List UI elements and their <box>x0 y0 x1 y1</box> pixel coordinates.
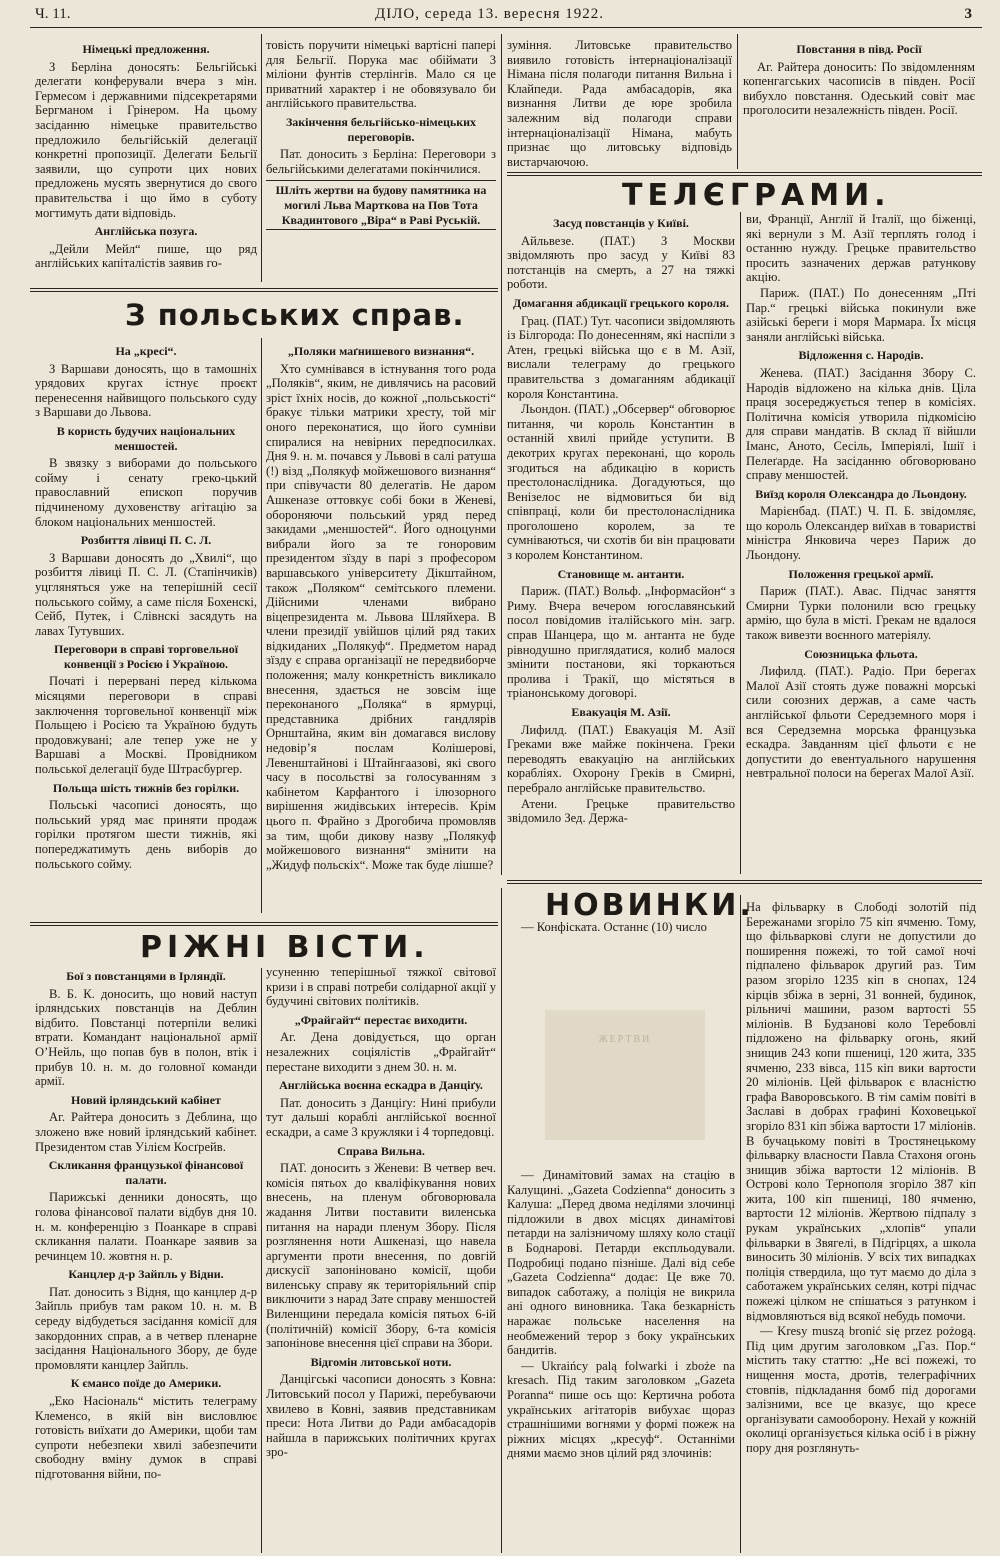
heading-seipel-vienna: Канцлер д-р Зайпль у Відни. <box>68 1267 224 1282</box>
article-belgian-talks: Пат. доносить з Берліна: Переговори з бельгійськими делегатами покінчилися. <box>266 147 496 176</box>
heading-greek-king: Домагання абдикації грецького короля. <box>513 295 729 310</box>
page-number: 3 <box>964 6 972 22</box>
article-kresy-defend: — Kresy muszą bronić się przez pożogą. Під цим другим заголовком „Газ. Пор.“ містить таку статтю: „Не всі пожежі, то нищення моста, дротів, телеграфічних стовпів, підкладання бомб під дорогами залізними, все це вказує, що кресе організувати самооборону. Нехай у кожній околиці організується кілька осіб і в ріжну пору дня розглянуть- <box>746 1324 976 1455</box>
section-rule <box>507 172 982 176</box>
col-telegrams-1 <box>507 212 735 867</box>
heading-german-proposals: Німецькі предложення. <box>82 42 210 56</box>
col-novinky-1 <box>507 1168 735 1553</box>
article-minorities: В звязку з виборами до польського сойму і сенату греко-цький православний епископ поручив підчиненому духовенству агітацію за блоком національних меншостей. <box>35 456 257 529</box>
article-ireland-battles: В. Б. К. доносить, що новий наступ ірляндських повстанців на Деблин відбито. Повстанці потерпіли великі втрати. Командант національної армії О’Нейль, що попав був в полон, втік і прибув 10. н. м. до головної команди армії. <box>35 986 257 1089</box>
article-athens-cont: ви, Франції, Англії й Італії, що біженці, які вернули з М. Азії терплять голод і останню нужду. Грецьке правительство просить зазначених держав ратункову акцію. <box>746 212 976 285</box>
heading-vodka-ban: Польща шість тижнів без горілки. <box>52 780 240 795</box>
article-psl-split: З Варшави доносять до „Хвилі“, що розбиття лівиці П. С. Л. (Стапінчиків) уцгляняться уже на теперішній сесії польського сойму, а саме після Бохенскі, Сейб, Путек, і Слівнскі засядуть на лавах Тутувших. <box>35 550 257 638</box>
article-clemenceau: „Еко Насіональ“ містить телеграму Клеменсо, в якій він висловлює готовість виїхати до Америки, щоби там супроти небезпеки хвилі забезпечити свободну вміну думок в справі підготовання війни, по- <box>35 1394 257 1481</box>
article-ukrainians-burn: — Ukraińcy palą folwarki i zboże na kresach. Під таким заголовком „Gazeta Poranna“ пише ось що: Кертична робота українських агітаторів вибухає щораз страшнішими вогнями у формі пожеж на ріжних місцях „кресуф“. Останніми днями маємо знов цілий ряд злочинів: <box>507 1358 735 1461</box>
col-polish-affairs-1 <box>35 340 257 910</box>
article-irish-cabinet: Аг. Райтера доносить з Деблина, що зложено вже новий ірляндський кабінет. Президентом став Уілієм Косґрейв. <box>35 1110 257 1154</box>
header-rule <box>30 27 982 28</box>
censored-smudge-text: ЖЕРТВИ <box>598 1034 652 1045</box>
article-greek-troops: Париж. (ПАТ.) По донесенням „Пті Пар.“ грецькі війська покинули вже азійські береги і моря Мармара. Їх місця заняли англійські війська. <box>746 285 976 344</box>
article-kyiv-sentence: Айльвезе. (ПАТ.) З Москви звідомляють про засуд у Київі 83 потстанців на смерть, а 27 на тяжкі роботи. <box>507 233 735 292</box>
article-vilnius: ПАТ. доносить з Женеви: В четвер веч. комісія пятьох до кваліфікування нових внесень, на пленум обговорювала жадання Литви поставити виленська питання на наради пленум Збору. Після розглянення ноти Ашкеназі, що навела аргументи проти внесення, по довгій дискусії запоніновано комісії, щоби виленську справу як територіяльний спір виключити з нарад Зате справу меншостей Виленщини передала комісія пятьох 6-ій (політичній) комісії Збору, 6-та комісія запонінове внесення цієї справи на Збори. <box>266 1161 496 1351</box>
heading-trade-convention: Переговори в справі торговельної конвенції з Росією і Україною. <box>53 642 239 671</box>
col-news-1 <box>35 965 257 1553</box>
heading-freiheit: „Фрайгайт“ перестає виходити. <box>294 1012 468 1027</box>
article-kresy: З Варшави доносять, що в тамошніх урядових кругах істнує проєкт перенесення найвищого польського суду з Варшави до Львова. <box>35 361 257 420</box>
heading-french-chamber: Скликання французької фінансової палати. <box>48 1158 244 1187</box>
col-german-proposals <box>35 38 257 283</box>
col-telegrams-2 <box>746 212 976 867</box>
article-mosaic-poles: Хто сумнівався в істнування того рода „Поляків“, яким, не дивлячись на расовий зріст їхніх носів, до кожної „польськості“ бракує тільки матрики хресту, той міг оного переконатися, що його сумніви спиралися на невірних передпосилках. Дня 9. н. м. почався у Львові в салі ратуша (!) візд „Полякуф мойжешового визнання“ при співучасти 80 делегатів. Не даром Ашкеназе оттовкує собі боки в Женеві, обороняючи польський уряд перед закидами „меншостей“. Його одноцунми вибрали його за те гоноровим президентом зїзду в парі з професором варшавського університету Дікштайном, також „Поляком“ семітського племени. Дійсними членами вибрано віцепрезидента м. Львова Шляйхера. В члени президії увійшов цілий ряд таких відкиданих „Полякуф“. Предметом нарад зїзду є справа організації не передвиборче положення; малу конкретність викликало внесення, здається не зовсім іще переконаного „Поляка“ в ярмурці, представника дрібних гандлярів Орнштайна, яким він домагався вислову недовір’я послам Колішерові, Левенштайнові і Штайнгаазові, які свого часу в посольстві за голосуванням з кабінетом Карфантого і ілюзорного вирішення жидівських інтересів. Крім цього п. Фрайно з Дрогобича промовляв за тим, щоби дикову назву „Полякуф мойжешового визнання“ змінити на „Жидуф польскіх“. Може так буде лішше? <box>266 361 496 872</box>
monument-appeal-box: Шліть жертви на будову памятника на могилі Льва Марткова на Пов Тота Квадинтового „Віра“ в Раві Руській. <box>266 180 496 230</box>
column-divider <box>501 888 502 1553</box>
article-greek-king-graz: Грац. (ПАТ.) Тут. часописи звідомляють із Білгорода: По донесенням, які наспіли з Атен, грецькі війська що є в М. Азії, вислали телеграму до грецького правительства з домаганням абдикації короля Константина. <box>507 313 735 401</box>
article-confiscation: — Конфіската. Останнє (10) число <box>521 920 707 934</box>
article-greek-army: Париж (ПАТ.). Авас. Підчас заняття Смирни Турки полонили всю грецьку армію, що була в місті. Грекам не вдалося також вивезти воєнного матеріялу. <box>746 584 976 643</box>
heading-kyiv-sentence: Засуд повстанців у Київі. <box>553 216 689 230</box>
article-french-chamber: Парижські денники доносять, що голова фінансової палати відбув дня 10. н. м. конференцію з Поанкаре в справі скликання палати. Поанкаре заявив за речинцем 10. жовтня н. р. <box>35 1190 257 1263</box>
heading-danzig-squadron: Англійська воєнна ескадра в Данціґу. <box>279 1078 483 1093</box>
col-lithuania <box>507 38 732 168</box>
column-divider <box>261 34 262 282</box>
article-clemenceau-cont: усуненню теперішньої тяжкої світової кризи і в справі потреби солідарної акції у будучині світових політиків. <box>266 965 496 1009</box>
heading-russia-uprising: Повстання в півд. Росії <box>796 42 922 56</box>
article-russia-uprising: Аг. Райтера доносить: По звідомленням копенгагських часописів в півден. Росії вибухло повстання. Одеський совіт має проголосити незалежність півден. Росії. <box>743 59 975 118</box>
heading-king-alexander: Виїзд короля Олександра до Льондону. <box>755 486 967 501</box>
section-title-novinky: НОВИНКИ. <box>545 888 754 923</box>
heading-psl-split: Розбиття лівиці П. С. Л. <box>80 533 212 548</box>
column-divider <box>737 34 738 169</box>
col-russia-uprising <box>743 38 975 168</box>
article-freiheit: Аг. Дена довідується, що орган незалежних соціялістів „Фрайгайт“ перестане виходити з днем 30. н. м. <box>266 1030 496 1074</box>
column-divider <box>261 338 262 913</box>
section-title-telegrams: ТЕЛЄГРАМИ. <box>622 178 891 213</box>
heading-ireland-battles: Бої з повстанцями в Ірляндії. <box>66 969 226 983</box>
heading-entente-position: Становище м. антанти. <box>557 566 685 581</box>
article-trade-convention: Початі і перервані перед кількома місяцями переговори в справі заключення торговельної конвенції між Польщею і Росією та Україною будуть продовжувані; але тепер уже не у Варшаві а Москві. Провідником польської делегації буде Штрасбургер. <box>35 674 257 777</box>
article-danzig-squadron: Пат. доносить з Данціґу: Нині прибули тут дальші кораблі англійської воєнної ескадри, а саме 3 кружляки і 4 торпедовці. <box>266 1095 496 1139</box>
article-lithuania-cont: зуміння. Литовське правительство виявило готовість інтернаціоналізації Німана після полагоди питання Вильна і Клайпеди. Рада амбасадорів, яка визнання Литви де юре зробила залежним від полагоди справи інтернаціоналізації Німана, мабуть признає що литовську відповідь вистарчаючою. <box>507 38 732 168</box>
heading-irish-cabinet: Новий ірляндський кабінет <box>71 1092 221 1107</box>
section-title-polish-affairs: З польських справ. <box>125 298 465 332</box>
heading-minorities: В користь будучих національних меншостей. <box>56 423 236 453</box>
col-novinky-2 <box>746 900 976 1553</box>
column-divider <box>740 895 741 1553</box>
heading-clemenceau: К ємансо поїде до Америки. <box>70 1376 222 1391</box>
article-allied-fleet: Лифилд. (ПАТ.). Радіо. При берегах Малої Азії стоять дуже поважні морські сили союзних держав, а саме часть англійської фльоти Середземного моря і вся Середземна морська французька ескадра. Завданням цієї фльоти є не допустити до евентуального нарушення невтральної полоси на берегах Малої Азії. <box>746 664 976 781</box>
heading-mosaic-poles: „Поляки маґнишевого визнання“. <box>287 344 475 358</box>
article-greek-king-london: Льондон. (ПАТ.) „Обсервер“ обговорює питання, чи король Константин в останній хвилі прийде уступити. В декотрих кругах переконані, що король згодиться на абдикацію в користь престолонаслідника. Догадуються, що Венізелос не відмовиться би від співпраці, коли би престолонаслідника проголошено королем, за те сумніваються, чи схотів би він працювати з королем Константином. <box>507 402 735 563</box>
col-polish-affairs-2 <box>266 340 496 910</box>
article-asia-evacuation: Лифилд. (ПАТ.) Евакуація М. Азії Греками вже майже покінчена. Греки переводять евакуацію на англійських корабліях. Охорону Греків в Смирні, перебрало англійське правительство. <box>507 722 735 795</box>
heading-allied-fleet: Союзницька фльота. <box>804 646 918 661</box>
article-english-guarantee: „Дейли Мейл“ пише, що ряд англійських капіталістів заявив го- <box>35 241 257 271</box>
heading-vilnius: Справа Вильна. <box>337 1143 425 1158</box>
section-rule <box>507 880 982 884</box>
section-rule <box>30 288 498 292</box>
page-part: Ч. 11. <box>35 6 71 22</box>
heading-league-postponed: Відложення с. Народів. <box>798 348 924 363</box>
censored-area <box>545 1010 705 1140</box>
column-divider <box>740 212 741 874</box>
article-athens: Атени. Грецьке правительство звідомило Зед. Держа- <box>507 796 735 826</box>
heading-lithuanian-note: Відгомін литовської ноти. <box>310 1354 452 1369</box>
masthead-date: ДІЛО, середа 13. вересня 1922. <box>375 6 604 22</box>
heading-belgian-talks: Закінчення бельгійсько-німецьких переговорів. <box>285 114 477 144</box>
heading-kresy: На „кресі“. <box>115 344 177 358</box>
article-lithuanian-note: Данцігські часописи доносять з Ковна: Литовський посол у Парижі, перебуваючи хвилево в Ковні, заявив представникам преси: Нота Литви до Ради амбасадорів найшла в парижських політичних кругах зро- <box>266 1372 496 1460</box>
article-estate-fires: На фільварку в Слободі золотій під Бережанами згоріло 75 кіп ячменю. Тому, що фільваркові слуги не допустили до поширення пожежі, то той самої ночі підпалено фільварок другий раз. Тим разом згоріло 1235 кіп в снопах, 124 кірців збіжа в зерні, 31 вонней, будинок, рільничі машини, разом вартості 55 міліонів. В Будзанові коло Теребовлі підложено на фільварку огонь, який знищив 243 копи пшениці, 120 жита, 335 ячменю, 233 вівса, 115 кіп вики вартости 20 міліонів. Цей фільварок є власністю графа Ваворовського. В тім самім повіті в Заславі в добрах графині Коховецької згоріло 831 кіп збіжа вартости 17 міліонів. В бучацькому повіті в Тростянецькому фільварку власности Павла Стахоня огонь знищив збіжа вартости 12 міліонів. В Острові коло Тернополя згоріло 387 кіп жита, 100 кіп пшениці, 180 ячменю, вартости 12 міліонів. Жертвою підпалу з рукам українських „хлопів“ упали фільварки в Звягелі, в Підгірцях, а школа виносить 30 міліонів. У всіх тих випадках поліція ствердила, що тут маємо до діла з саботажем українських селян, котрі підчас пожежі цілком не спішаться з ратунком і відмовляються від всякої небудь помочи. <box>746 900 976 1323</box>
col-novinky-1-top <box>507 920 735 950</box>
article-king-alexander: Марієнбад. (ПАТ.) Ч. П. Б. звідомляє, що король Олександер виїхав в товаристві міністра Янковича через Париж до Льондону. <box>746 504 976 563</box>
article-vodka-ban: Польські часописі доносять, що польський уряд має приняти продаж горілки протягом шести тижнів, які попереджатимуть день виборів до польського сойму. <box>35 798 257 871</box>
heading-greek-army: Положення грецької армії. <box>788 566 934 581</box>
column-divider <box>501 180 502 875</box>
article-dynamite-attack: — Динамітовий замах на стацію в Калущині. „Gazeta Codzienna“ доносить з Калуша: „Перед двома неділями злочинці підложили в двох місцях динамітові петарди на залізничому шляху коло стації в Боднарові. Петарди експльодували. Подробиці подано пізніше. Далі від себе „Gazeta Codzienna“ додає: Це вже 70. випадок саботажу, а поліція не викрила ані одного виновника. Така безкарність наражає польське населення на необмежений терор з боку українських бандитів. <box>507 1168 735 1358</box>
article-seipel-vienna: Пат. доносить з Відня, що канцлер д-р Зайпль прибув там раком 10. н. м. В середу відбудеться засідання комісії для закордонних справ, а в четвер пленарне засідання Національного Збору, де буде промовляти канцлер Зайпль. <box>35 1284 257 1372</box>
article-german-proposals: З Берліна доносять: Бельгійські делегати конферували вчера з мін. Гермесом і державними підсекретарями Бергманом і Грінером. На цьому засіданню німецьке правительство предложило бельгійській делегації конкретні пропозиції. Делегати Бельгії заявили, що супроти цих нових предложень мусять звернутися до свого правительства і що ймо в суботу могтимуть дати відповідь. <box>35 59 257 220</box>
section-rule <box>30 922 498 926</box>
section-title-various-news: РІЖНІ ВІСТИ. <box>140 930 430 965</box>
article-guarantee-cont: товість поручити німецькі вартісні папері для Бельгії. Порука має обіймати 3 міліони фунтів стерлінгів. Мало ся це приватний характер і не обовязувало би англійського правительства. <box>266 38 496 111</box>
heading-asia-evacuation: Евакуація М. Азії. <box>571 705 671 719</box>
page-header <box>35 6 980 26</box>
heading-english-guarantee: Англійська позуга. <box>94 224 198 239</box>
column-divider <box>261 968 262 1553</box>
article-entente-position: Париж. (ПАТ.) Вольф. „Інформасйон“ з Риму. Вчера вечером югославянський посол повідомив італійського мін. загр. справ Шанцера, що м. антанта не буде рівнодушно приглядатися, колиб малося змінити постанови, які торкаються пролива і Тракії, що містяться в тріанонському договорі. <box>507 584 735 701</box>
article-league-postponed: Женева. (ПАТ.) Засідання Збору С. Народів відложено на кілька днів. Ціла праця зосереджується тепер в комісіях. Політична комісія утворила підкомісію для справи мандатів. В склад її війшли Іманс, Аното, Сесіль, Імперіялі, Ішії і Пелеґарде. На засіданню обговорювано справу меншостей. <box>746 365 976 483</box>
col-news-2 <box>266 965 496 1553</box>
col-belgian-talks <box>266 38 496 283</box>
